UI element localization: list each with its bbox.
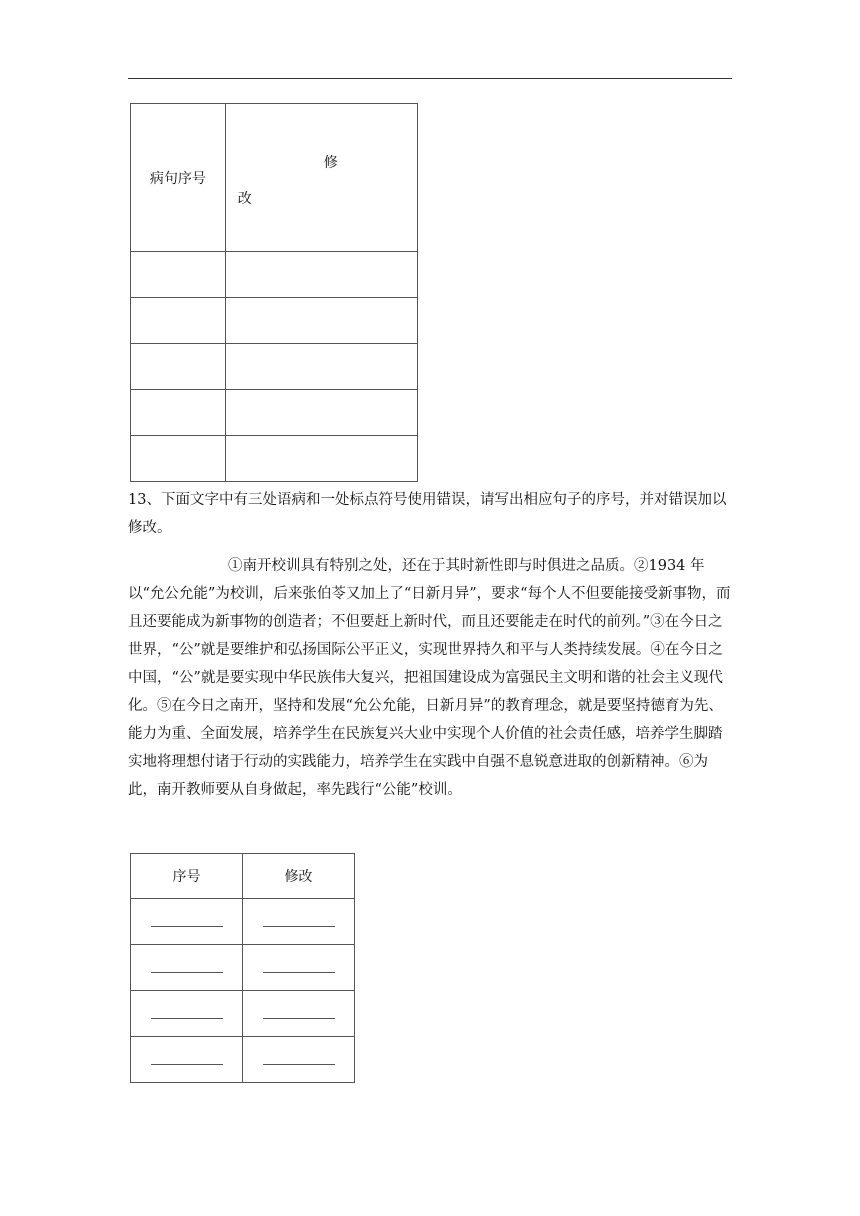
blank-line bbox=[263, 1064, 335, 1065]
answer-cell-number[interactable] bbox=[131, 252, 226, 298]
answer-cell-revision[interactable] bbox=[225, 344, 417, 390]
table1-header-revision-part2: 改 bbox=[237, 191, 252, 207]
table2-header-revision: 修改 bbox=[243, 854, 355, 899]
answer-cell-revision[interactable] bbox=[225, 390, 417, 436]
table-row bbox=[131, 991, 355, 1037]
answer-table-sentence-errors bbox=[130, 103, 418, 482]
answer-cell-number[interactable] bbox=[131, 436, 226, 482]
blank-line bbox=[263, 1018, 335, 1019]
answer-cell-number[interactable] bbox=[131, 298, 226, 344]
answer-blank-number[interactable] bbox=[131, 945, 243, 991]
answer-cell-number[interactable] bbox=[131, 390, 226, 436]
table-row bbox=[131, 252, 418, 298]
answer-blank-number[interactable] bbox=[131, 899, 243, 945]
answer-blank-revision[interactable] bbox=[243, 945, 355, 991]
answer-blank-number[interactable] bbox=[131, 1037, 243, 1083]
table-row bbox=[131, 945, 355, 991]
answer-table-question-13 bbox=[130, 853, 355, 1083]
question-13-passage: ①南开校训具有特别之处，还在于其时新性即与时俱进之品质。②1934 年以“允公允能”为校训，后来张伯苓又加上了“日新月异”，要求“每个人不但要能接受新事物，而且还要能成为新事物的创造者；不但要赶上新时代，而且还要能走在时代的前列。”③在今日之世界，“公”就是要维护和弘扬国际公平正义，实现世界持久和平与人类持续发展。④在今日之中国，“公”就是要实现中华民族伟大复兴，把祖国建设成为富强民主文明和谐的社会主义现代化。⑤在今日之南开，坚持和发展“允公允能，日新月异”的教育理念，就是要坚持德育为先、能力为重、全面发展，培养学生在民族复兴大业中实现个人价值的社会责任感，培养学生脚踏实地将理想付诸于行动的实践能力，培养学生在实践中自强不息锐意进取的创新精神。⑥为此，南开教师要从自身做起，率先践行“公能”校训。 bbox=[128, 558, 731, 798]
table-row bbox=[131, 344, 418, 390]
answer-blank-revision[interactable] bbox=[243, 991, 355, 1037]
blank-line bbox=[263, 926, 335, 927]
table1-header-revision bbox=[225, 104, 417, 252]
blank-line bbox=[151, 1018, 223, 1019]
answer-blank-revision[interactable] bbox=[243, 899, 355, 945]
table-row bbox=[131, 1037, 355, 1083]
answer-cell-number[interactable] bbox=[131, 344, 226, 390]
table2-header-number: 序号 bbox=[131, 854, 243, 899]
blank-line bbox=[151, 926, 223, 927]
blank-line bbox=[151, 1064, 223, 1065]
blank-line bbox=[263, 972, 335, 973]
answer-cell-revision[interactable] bbox=[225, 252, 417, 298]
table1-header-revision-part1: 修 bbox=[323, 155, 338, 171]
header-rule bbox=[128, 78, 732, 79]
table-row bbox=[131, 298, 418, 344]
answer-blank-number[interactable] bbox=[131, 991, 243, 1037]
blank-line bbox=[151, 972, 223, 973]
question-13-instruction: 13、下面文字中有三处语病和一处标点符号使用错误，请写出相应句子的序号，并对错误加以修改。 bbox=[128, 492, 727, 536]
table-row bbox=[131, 899, 355, 945]
answer-blank-revision[interactable] bbox=[243, 1037, 355, 1083]
table-row bbox=[131, 436, 418, 482]
answer-cell-revision[interactable] bbox=[225, 298, 417, 344]
answer-cell-revision[interactable] bbox=[225, 436, 417, 482]
table-row bbox=[131, 390, 418, 436]
table1-header-sentence-number: 病句序号 bbox=[131, 104, 226, 252]
